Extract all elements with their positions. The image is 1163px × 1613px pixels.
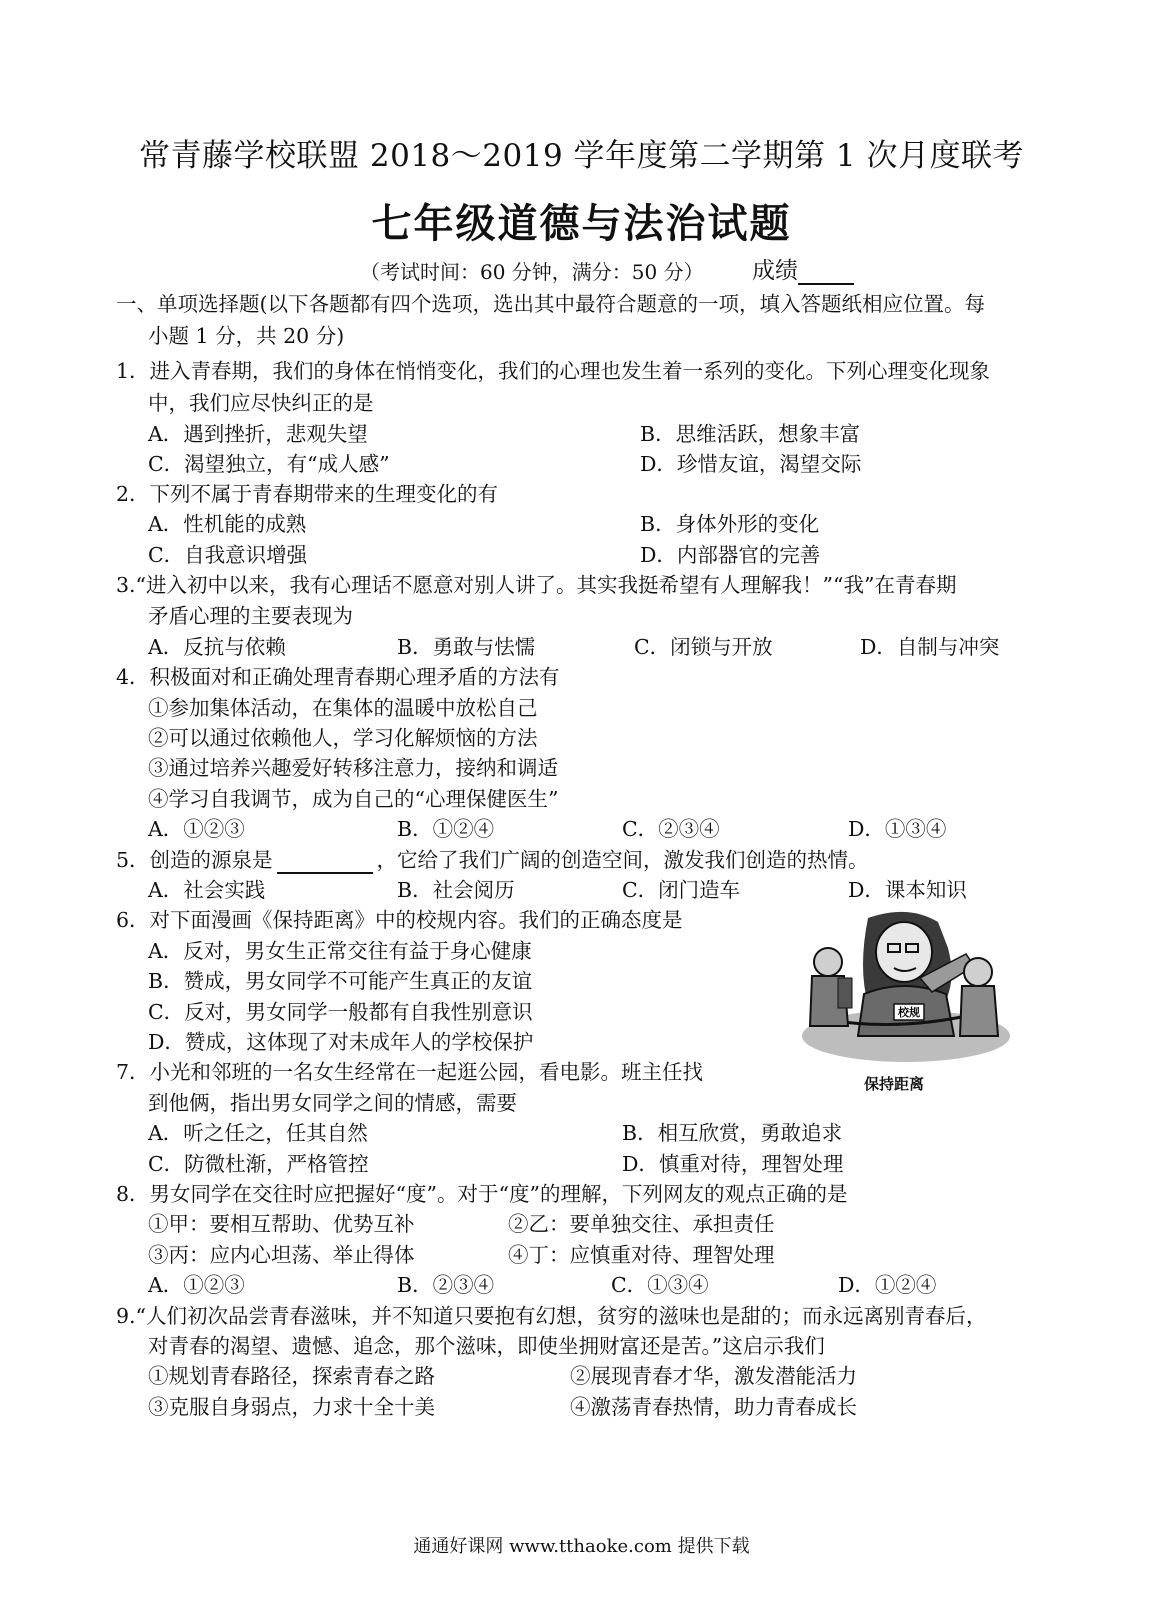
- q8-option-d: D．①②④: [838, 1273, 937, 1297]
- q8-item-2: ②乙：要单独交往、承担责任: [508, 1212, 775, 1236]
- q8-option-c: C．①③④: [611, 1273, 709, 1297]
- q5-option-a: A．社会实践: [148, 878, 266, 902]
- q5-blank: [277, 852, 373, 874]
- q1-option-a: A．遇到挫折，悲观失望: [148, 422, 368, 446]
- q3-stem-cont: 矛盾心理的主要表现为: [148, 604, 353, 628]
- q4-item-1: ①参加集体活动，在集体的温暖中放松自己: [148, 696, 538, 720]
- q2-option-c: C．自我意识增强: [148, 543, 308, 567]
- page-footer: 通通好课网 www.tthaoke.com 提供下载: [413, 1536, 750, 1557]
- q3-option-d: D．自制与冲突: [860, 635, 1000, 659]
- q2-option-a: A．性机能的成熟: [148, 512, 307, 536]
- q4-option-d: D．①③④: [848, 817, 947, 841]
- q1-stem-cont: 中，我们应尽快纠正的是: [148, 391, 374, 415]
- q5-option-c: C．闭门造车: [622, 878, 741, 902]
- q3-stem: 3.“进入初中以来，我有心理话不愿意对别人讲了。其实我挺希望有人理解我！”“我”在青春期: [116, 573, 957, 597]
- section-heading: 一、单项选择题(以下各题都有四个选项，选出其中最符合题意的一项，填入答题纸相应位置。每: [116, 292, 985, 316]
- q8-option-a: A．①②③: [148, 1273, 245, 1297]
- q9-stem: 9.“人们初次品尝青春滋味，并不知道只要抱有幻想，贫穷的滋味也是甜的；而永远离别青春后，: [116, 1304, 987, 1328]
- q4-item-4: ④学习自我调节，成为自己的“心理保健医生”: [148, 787, 559, 811]
- q3-option-a: A．反抗与依赖: [148, 635, 286, 659]
- q7-option-c: C．防微杜渐，严格管控: [148, 1152, 369, 1176]
- q1-stem: 1．进入青春期，我们的身体在悄悄变化，我们的心理也发生着一系列的变化。下列心理变化现象: [116, 359, 991, 383]
- q8-option-b: B．②③④: [397, 1273, 495, 1297]
- q5-stem-pre: 5．创造的源泉是: [116, 848, 273, 872]
- cartoon-keep-distance: [798, 908, 1010, 1066]
- score-label: 成绩: [752, 258, 798, 284]
- score-blank: [798, 263, 854, 285]
- q6-option-d: D．赞成，这体现了对未成年人的学校保护: [148, 1030, 534, 1054]
- q5-stem: [116, 846, 869, 874]
- q6-option-a: A．反对，男女生正常交往有益于身心健康: [148, 939, 532, 963]
- q3-option-b: B．勇敢与怯懦: [397, 635, 536, 659]
- q8-item-1: ①甲：要相互帮助、优势互补: [148, 1212, 415, 1236]
- q8-stem: 8．男女同学在交往时应把握好“度”。对于“度”的理解，下列网友的观点正确的是: [116, 1182, 848, 1206]
- exam-info: （考试时间：60 分钟，满分：50 分）: [360, 260, 704, 284]
- q2-option-d: D．内部器官的完善: [640, 543, 821, 567]
- q9-item-2: ②展现青春才华，激发潜能活力: [570, 1364, 857, 1388]
- q4-stem: 4．积极面对和正确处理青春期心理矛盾的方法有: [116, 665, 560, 689]
- cartoon-caption: 保持距离: [864, 1075, 925, 1093]
- q9-item-4: ④激荡青春热情，助力青春成长: [570, 1395, 857, 1419]
- q2-option-b: B．身体外形的变化: [640, 512, 820, 536]
- q7-option-a: A．听之任之，任其自然: [148, 1121, 368, 1145]
- section-heading-cont: 小题 1 分，共 20 分): [148, 324, 345, 348]
- exam-title: 常青藤学校联盟 2018～2019 学年度第二学期第 1 次月度联考: [139, 138, 1024, 174]
- q2-stem: 2．下列不属于青春期带来的生理变化的有: [116, 482, 499, 506]
- q7-option-d: D．慎重对待，理智处理: [622, 1152, 844, 1176]
- q4-item-3: ③通过培养兴趣爱好转移注意力，接纳和调适: [148, 756, 558, 780]
- q6-stem: 6．对下面漫画《保持距离》中的校规内容。我们的正确态度是: [116, 908, 683, 932]
- q4-option-c: C．②③④: [622, 817, 720, 841]
- q5-option-d: D．课本知识: [848, 878, 967, 902]
- q4-item-2: ②可以通过依赖他人，学习化解烦恼的方法: [148, 726, 538, 750]
- cartoon-sign: 校规: [898, 1006, 920, 1019]
- q7-stem-cont: 到他俩，指出男女同学之间的情感，需要: [148, 1091, 517, 1115]
- q3-option-c: C．闭锁与开放: [634, 635, 773, 659]
- q7-option-b: B．相互欣赏，勇敢追求: [622, 1121, 843, 1145]
- exam-subtitle: 七年级道德与法治试题: [371, 200, 792, 247]
- q7-stem: 7．小光和邻班的一名女生经常在一起逛公园，看电影。班主任找: [116, 1060, 704, 1084]
- q6-option-c: C．反对，男女同学一般都有自我性别意识: [148, 1000, 533, 1024]
- q5-option-b: B．社会阅历: [397, 878, 515, 902]
- q9-stem-cont: 对青春的渴望、遗憾、追念，那个滋味，即使坐拥财富还是苦。”这启示我们: [148, 1334, 825, 1358]
- q9-item-1: ①规划青春路径，探索青春之路: [148, 1364, 435, 1388]
- q4-option-b: B．①②④: [397, 817, 495, 841]
- score-field: [752, 252, 854, 285]
- q4-option-a: A．①②③: [148, 817, 245, 841]
- q1-option-b: B．思维活跃，想象丰富: [640, 422, 861, 446]
- q1-option-c: C．渴望独立，有“成人感”: [148, 452, 390, 476]
- q8-item-4: ④丁：应慎重对待、理智处理: [508, 1243, 775, 1267]
- q6-option-b: B．赞成，男女同学不可能产生真正的友谊: [148, 969, 533, 993]
- q5-stem-post: ，它给了我们广阔的创造空间，激发我们创造的热情。: [376, 848, 869, 872]
- q8-item-3: ③丙：应内心坦荡、举止得体: [148, 1243, 415, 1267]
- q9-item-3: ③克服自身弱点，力求十全十美: [148, 1395, 435, 1419]
- q1-option-d: D．珍惜友谊，渴望交际: [640, 452, 862, 476]
